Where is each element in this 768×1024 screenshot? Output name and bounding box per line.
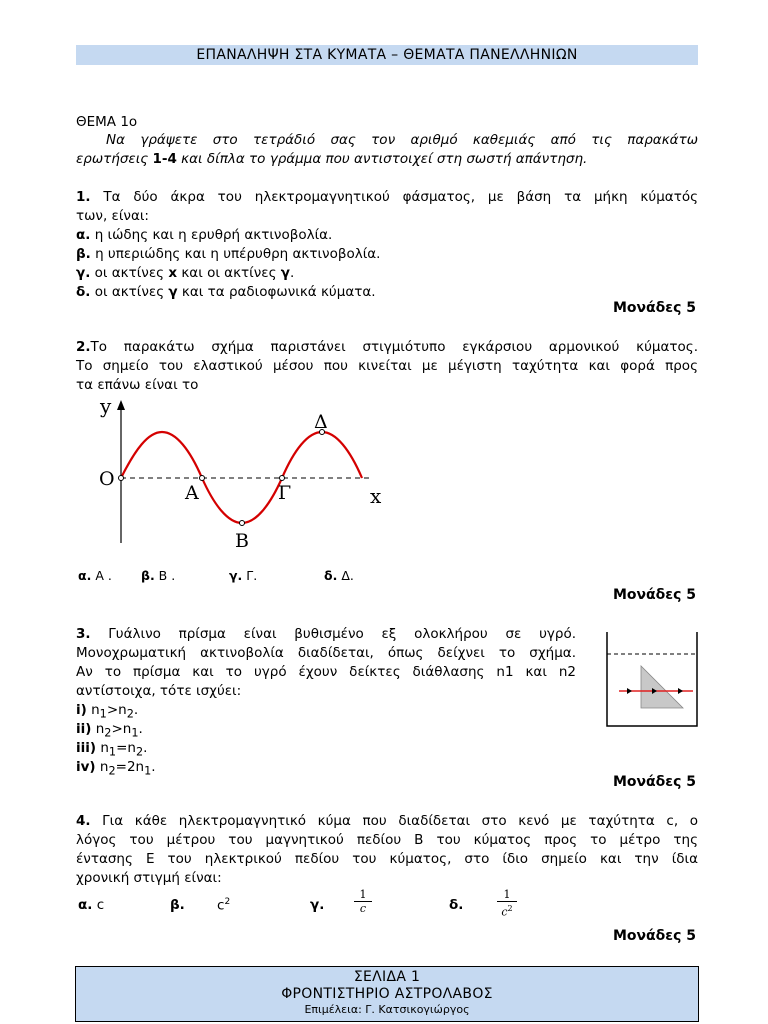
theme-intro-line1: Να γράψετε στο τετράδιό σας τον αριθμό καθεμιάς από τις παρακάτω bbox=[106, 132, 698, 148]
point-g-label: Γ bbox=[278, 482, 292, 504]
point-b-label: B bbox=[235, 530, 249, 552]
q4-line1: 4. Για κάθε ηλεκτρομαγνητικό κύμα που διαδίδεται στο κενό με ταχύτητα c, ο bbox=[76, 813, 698, 829]
q4-option-b: $c^2$ bbox=[217, 897, 231, 914]
point-origin bbox=[119, 476, 124, 481]
axis-x-label: x bbox=[370, 484, 382, 508]
point-a-marker bbox=[200, 476, 205, 481]
q4-marks: Μονάδες 5 bbox=[612, 928, 696, 944]
q4-option-d-fraction: $\frac{1}{c^2}$ bbox=[497, 888, 517, 920]
q3-option-ii: ii) $n_2>n_1$. bbox=[76, 721, 143, 740]
wave-figure bbox=[90, 395, 400, 555]
footer-page-number: ΣΕΛΙΔΑ 1 bbox=[353, 969, 421, 985]
point-a-label: A bbox=[185, 482, 199, 504]
axis-y-label: y bbox=[100, 395, 112, 418]
page-footer bbox=[75, 966, 699, 1022]
q4-line4: χρονική στιγμή είναι: bbox=[76, 870, 222, 886]
q1-option-a: α. η ιώδης και η ερυθρή ακτινοβολία. bbox=[76, 227, 333, 243]
document-title: ΕΠΑΝΑΛΗΨΗ ΣΤΑ ΚΥΜΑΤΑ – ΘΕΜΑΤΑ ΠΑΝΕΛΛΗΝΙΩΝ bbox=[76, 45, 698, 65]
q2-option-d: δ. Δ. bbox=[324, 568, 354, 583]
q1-option-d: δ. οι ακτίνες γ και τα ραδιοφωνικά κύματα. bbox=[76, 284, 376, 300]
q3-marks: Μονάδες 5 bbox=[612, 774, 696, 790]
q1-marks: Μονάδες 5 bbox=[612, 300, 696, 316]
q3-option-iii: iii) $n_1=n_2$. bbox=[76, 740, 148, 759]
q2-line2: Το σημείο του ελαστικού μέσου που κινείται με μέγιστη ταχύτητα και φορά προς bbox=[76, 358, 698, 374]
point-b-marker bbox=[240, 521, 245, 526]
q3-line3: Αν το πρίσμα και το υγρό έχουν δείκτες διάθλασης n1 και n2 bbox=[76, 664, 576, 680]
point-d-label: Δ bbox=[314, 411, 328, 433]
ray-arrow-1 bbox=[627, 688, 632, 694]
q2-option-b: β. B . bbox=[141, 568, 176, 583]
q1-option-b: β. η υπεριώδης και η υπέρυθρη ακτινοβολία. bbox=[76, 246, 381, 262]
ray-arrow-3 bbox=[678, 688, 683, 694]
q3-line1: 3. Γυάλινο πρίσμα είναι βυθισμένο εξ ολοκλήρου σε υγρό. bbox=[76, 626, 576, 642]
glass-prism bbox=[641, 666, 683, 708]
footer-credit: Επιμέλεια: Γ. Κατσικογιώργος bbox=[304, 1003, 470, 1016]
q1-line1: 1. Τα δύο άκρα του ηλεκτρομαγνητικού φάσματος, με βάση τα μήκη κύματός bbox=[76, 189, 698, 205]
y-axis-arrow bbox=[117, 400, 125, 410]
q2-option-g: γ. Γ. bbox=[229, 568, 258, 583]
q4-option-a: α. c bbox=[78, 897, 105, 913]
q2-line3: τα επάνω είναι το bbox=[76, 377, 199, 393]
theme-title: ΘΕΜΑ 1ο bbox=[76, 114, 138, 130]
q1-line2: των, είναι: bbox=[76, 208, 149, 224]
q3-line4: αντίστοιχα, τότε ισχύει: bbox=[76, 683, 242, 699]
q4-option-b-letter: β. bbox=[170, 897, 185, 913]
q2-marks: Μονάδες 5 bbox=[612, 587, 696, 603]
q4-line2: λόγος του μέτρου του μαγνητικού πεδίου Β του κύματος προς το μέτρο της bbox=[76, 832, 698, 848]
q3-option-i: i) $n_1>n_2$. bbox=[76, 702, 139, 721]
q4-line3: έντασης Ε του ηλεκτρικού πεδίου του κύματος, στο ίδιο σημείο και την ίδια bbox=[76, 851, 698, 867]
q1-option-g: γ. οι ακτίνες x και οι ακτίνες γ. bbox=[76, 265, 295, 281]
point-g-marker bbox=[280, 476, 285, 481]
origin-label: O bbox=[99, 468, 115, 490]
q3-option-iv: iv) $n_2=2n_1$. bbox=[76, 759, 156, 778]
prism-figure bbox=[605, 630, 699, 728]
footer-school-name: ΦΡΟΝΤΙΣΤΗΡΙΟ ΑΣΤΡΟΛΑΒΟΣ bbox=[281, 986, 493, 1002]
q4-option-g-letter: γ. bbox=[310, 897, 325, 913]
q3-line2: Μονοχρωματική ακτινοβολία διαδίδεται, όπως δείχνει το σχήμα. bbox=[76, 645, 576, 661]
q4-option-g-fraction: $\frac{1}{c}$ bbox=[354, 888, 372, 916]
q2-option-a: α. A . bbox=[78, 568, 112, 583]
q2-line1: 2.Το παρακάτω σχήμα παριστάνει στιγμιότυπο εγκάρσιου αρμονικού κύματος. bbox=[76, 339, 698, 355]
theme-intro-line2: ερωτήσεις 1-4 και δίπλα το γράμμα που αντιστοιχεί στη σωστή απάντηση. bbox=[76, 151, 588, 167]
q4-option-d-letter: δ. bbox=[449, 897, 464, 913]
